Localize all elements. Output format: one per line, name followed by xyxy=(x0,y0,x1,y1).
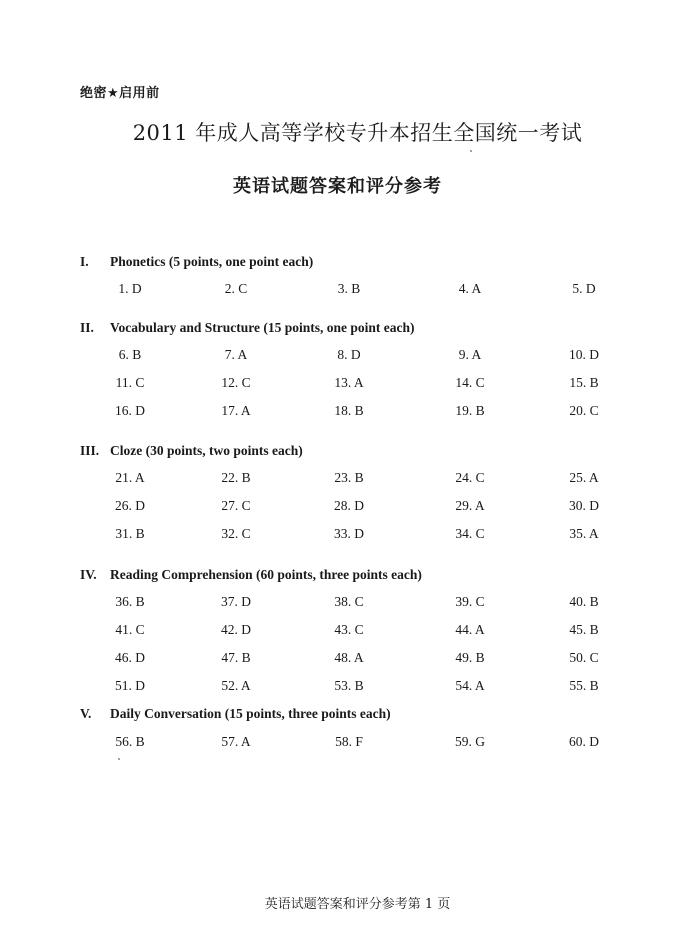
answer-item: 3. B xyxy=(337,281,361,296)
answer-row xyxy=(0,594,675,614)
document-title: 英语试题答案和评分参考 xyxy=(233,176,442,197)
answer-row xyxy=(0,347,675,367)
answer-item: 50. C xyxy=(569,650,599,665)
section-title: Cloze (30 points, two points each) xyxy=(110,443,303,458)
answer-item: 13. A xyxy=(334,375,364,390)
answer-row xyxy=(0,403,675,423)
section-number: IV. xyxy=(80,567,97,582)
answer-item: 48. A xyxy=(334,650,364,665)
answer-item: 5. D xyxy=(572,281,596,296)
answer-item: 19. B xyxy=(455,403,485,418)
answer-item: 33. D xyxy=(334,526,364,541)
answer-item: 25. A xyxy=(569,470,599,485)
answer-item: 10. D xyxy=(569,347,599,362)
answer-item: 28. D xyxy=(334,498,364,513)
answer-item: 38. C xyxy=(334,594,364,609)
section-title: Reading Comprehension (60 points, three points each) xyxy=(110,567,422,582)
answer-item: 47. B xyxy=(221,650,251,665)
answer-item: 24. C xyxy=(455,470,485,485)
page-footer: 英语试题答案和评分参考第 1 页 xyxy=(264,897,451,912)
answer-item: 54. A xyxy=(455,678,485,693)
answer-item: 12. C xyxy=(221,375,251,390)
answer-item: 59. G xyxy=(455,734,485,749)
answer-item: 6. B xyxy=(118,347,142,362)
section-number: I. xyxy=(80,254,89,269)
answer-item: 35. A xyxy=(569,526,599,541)
answer-item: 2. C xyxy=(224,281,248,296)
section-heading xyxy=(80,567,422,583)
answer-item: 7. A xyxy=(224,347,248,362)
answer-item: 36. B xyxy=(115,594,145,609)
section-number: III. xyxy=(80,443,100,458)
answer-item: 9. A xyxy=(458,347,482,362)
answer-row xyxy=(0,650,675,670)
answer-item: 21. A xyxy=(115,470,145,485)
answer-item: 56. B xyxy=(115,734,145,749)
answer-item: 41. C xyxy=(115,622,145,637)
section-heading xyxy=(80,706,391,722)
answer-item: 22. B xyxy=(221,470,251,485)
answer-item: 31. B xyxy=(115,526,145,541)
answer-item: 18. B xyxy=(334,403,364,418)
confidential-label: 绝密★启用前 xyxy=(80,86,160,101)
scan-speck xyxy=(470,150,472,152)
answer-item: 46. D xyxy=(115,650,145,665)
answer-item: 14. C xyxy=(455,375,485,390)
answer-item: 57. A xyxy=(221,734,251,749)
answer-item: 1. D xyxy=(118,281,142,296)
answer-item: 4. A xyxy=(458,281,482,296)
scan-speck xyxy=(118,758,120,760)
section-heading xyxy=(80,320,415,336)
section-heading xyxy=(80,254,313,270)
answer-item: 44. A xyxy=(455,622,485,637)
answer-item: 60. D xyxy=(569,734,599,749)
section-title: Phonetics (5 points, one point each) xyxy=(110,254,314,269)
answer-item: 27. C xyxy=(221,498,251,513)
answer-item: 39. C xyxy=(455,594,485,609)
answer-item: 40. B xyxy=(569,594,599,609)
answer-item: 42. D xyxy=(221,622,251,637)
answer-row xyxy=(0,526,675,546)
answer-item: 55. B xyxy=(569,678,599,693)
answer-item: 17. A xyxy=(221,403,251,418)
answer-item: 29. A xyxy=(455,498,485,513)
answer-row xyxy=(0,734,675,754)
answer-item: 26. D xyxy=(115,498,145,513)
section-heading xyxy=(80,443,303,459)
answer-item: 52. A xyxy=(221,678,251,693)
answer-item: 32. C xyxy=(221,526,251,541)
answer-row xyxy=(0,622,675,642)
answer-row xyxy=(0,470,675,490)
answer-item: 51. D xyxy=(115,678,145,693)
answer-item: 43. C xyxy=(334,622,364,637)
answer-item: 30. D xyxy=(569,498,599,513)
answer-row xyxy=(0,498,675,518)
section-title: Vocabulary and Structure (15 points, one point each) xyxy=(110,320,415,335)
section-number: II. xyxy=(80,320,94,335)
section-title: Daily Conversation (15 points, three points each) xyxy=(110,706,391,721)
section-number: V. xyxy=(80,706,92,721)
answer-item: 53. B xyxy=(334,678,364,693)
answer-item: 34. C xyxy=(455,526,485,541)
answer-item: 45. B xyxy=(569,622,599,637)
answer-item: 15. B xyxy=(569,375,599,390)
answer-item: 37. D xyxy=(221,594,251,609)
answer-item: 20. C xyxy=(569,403,599,418)
exam-title: 2011 年成人高等学校专升本招生全国统一考试 xyxy=(132,121,583,145)
answer-item: 23. B xyxy=(334,470,364,485)
answer-item: 16. D xyxy=(115,403,145,418)
answer-row xyxy=(0,375,675,395)
answer-item: 49. B xyxy=(455,650,485,665)
answer-row xyxy=(0,678,675,698)
answer-item: 11. C xyxy=(115,375,145,390)
answer-item: 8. D xyxy=(337,347,361,362)
answer-item: 58. F xyxy=(335,734,363,749)
answer-row xyxy=(0,281,675,301)
